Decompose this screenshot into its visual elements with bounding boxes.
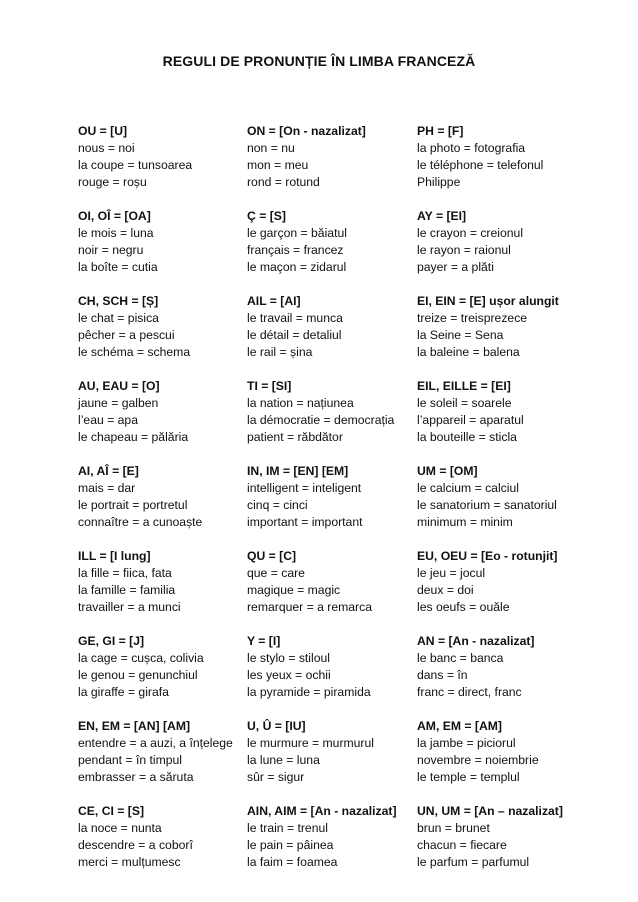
rule-heading: PH = [F]	[417, 124, 464, 138]
rule-example: dans = în	[417, 668, 468, 682]
rule-example: treize = treisprezece	[417, 311, 528, 325]
rule-block	[247, 378, 417, 446]
rule-block	[247, 463, 417, 531]
rule-example: novembre = noiembrie	[417, 753, 539, 767]
rule-block	[78, 123, 247, 191]
rule-heading: QU = [C]	[247, 549, 297, 563]
rule-block	[247, 718, 417, 786]
rule-example: connaître = a cunoaște	[78, 515, 203, 529]
rule-example: le train = trenul	[247, 821, 328, 835]
rule-example: la bouteille = sticla	[417, 430, 517, 444]
rule-block	[247, 633, 417, 701]
rule-example: le garçon = băiatul	[247, 226, 347, 240]
rules-grid	[78, 123, 597, 871]
rule-example: l’eau = apa	[78, 413, 138, 427]
rule-example: le travail = munca	[247, 311, 343, 325]
rule-block	[78, 803, 247, 871]
rule-example: brun = brunet	[417, 821, 490, 835]
rule-example: le téléphone = telefonul	[417, 158, 544, 172]
rule-example: merci = mulțumesc	[78, 855, 181, 869]
rule-example: français = francez	[247, 243, 344, 257]
rule-heading: AIN, AIM = [An - nazalizat]	[247, 804, 397, 818]
rule-block	[417, 633, 597, 701]
rule-example: le pain = pâinea	[247, 838, 334, 852]
rule-example: minimum = minim	[417, 515, 513, 529]
rule-example: embrasser = a săruta	[78, 770, 194, 784]
rule-example: mais = dar	[78, 481, 136, 495]
rule-heading: UN, UM = [An – nazalizat]	[417, 804, 563, 818]
rule-heading: ILL = [I lung]	[78, 549, 151, 563]
rule-block	[78, 378, 247, 446]
rule-heading: AY = [EI]	[417, 209, 467, 223]
rule-example: le chat = pisica	[78, 311, 159, 325]
rule-heading: IN, IM = [EN] [EM]	[247, 464, 349, 478]
rule-example: le genou = genunchiul	[78, 668, 198, 682]
rule-block	[247, 803, 417, 871]
rule-example: payer = a plăti	[417, 260, 494, 274]
rule-example: le chapeau = pălăria	[78, 430, 189, 444]
rule-block	[417, 123, 597, 191]
rule-example: le jeu = jocul	[417, 566, 486, 580]
rule-heading: EU, OEU = [Eo - rotunjit]	[417, 549, 558, 563]
rule-example: la giraffe = girafa	[78, 685, 169, 699]
page-title: REGULI DE PRONUNȚIE ÎN LIMBA FRANCEZĂ	[162, 53, 476, 69]
rule-block	[417, 463, 597, 531]
rule-example: cinq = cinci	[247, 498, 308, 512]
rule-example: pêcher = a pescui	[78, 328, 175, 342]
rule-example: le sanatorium = sanatoriul	[417, 498, 557, 512]
rule-example: mon = meu	[247, 158, 309, 172]
rule-example: la nation = națiunea	[247, 396, 354, 410]
rule-example: le temple = templul	[417, 770, 520, 784]
rule-example: le crayon = creionul	[417, 226, 524, 240]
rule-example: sûr = sigur	[247, 770, 305, 784]
rule-heading: TI = [SI]	[247, 379, 292, 393]
rule-example: l’appareil = aparatul	[417, 413, 524, 427]
rule-heading: EN, EM = [AN] [AM]	[78, 719, 191, 733]
rule-heading: OI, OÎ = [OA]	[78, 209, 151, 223]
rule-heading: U, Û = [IU]	[247, 719, 306, 733]
rule-example: intelligent = inteligent	[247, 481, 362, 495]
rule-example: la famille = familia	[78, 583, 176, 597]
rule-example: descendre = a coborî	[78, 838, 193, 852]
rule-heading: Y = [I]	[247, 634, 281, 648]
rule-heading: AN = [An - nazalizat]	[417, 634, 535, 648]
rule-example: la baleine = balena	[417, 345, 520, 359]
rule-example: le schéma = schema	[78, 345, 191, 359]
rule-example: le détail = detaliul	[247, 328, 342, 342]
rule-block	[78, 548, 247, 616]
rule-example: noir = negru	[78, 243, 144, 257]
rule-example: pendant = în timpul	[78, 753, 183, 767]
rule-example: rond = rotund	[247, 175, 320, 189]
rule-block	[247, 293, 417, 361]
rule-block	[247, 208, 417, 276]
rule-example: important = important	[247, 515, 363, 529]
rule-example: deux = doi	[417, 583, 474, 597]
rule-example: non = nu	[247, 141, 295, 155]
rule-example: la faim = foamea	[247, 855, 338, 869]
rule-heading: OU = [U]	[78, 124, 128, 138]
rule-block	[78, 293, 247, 361]
rule-block	[247, 123, 417, 191]
rule-heading: AI, AÎ = [E]	[78, 464, 139, 478]
rule-example: la noce = nunta	[78, 821, 162, 835]
rule-example: Philippe	[417, 175, 461, 189]
rule-example: le stylo = stiloul	[247, 651, 330, 665]
rule-example: la fille = fiica, fata	[78, 566, 172, 580]
rule-heading: AM, EM = [AM]	[417, 719, 502, 733]
rule-heading: AIL = [AI]	[247, 294, 301, 308]
rule-example: le portrait = portretul	[78, 498, 188, 512]
rule-example: le maçon = zidarul	[247, 260, 347, 274]
rule-heading: Ç = [S]	[247, 209, 286, 223]
rule-example: jaune = galben	[78, 396, 159, 410]
rule-example: le mois = luna	[78, 226, 154, 240]
rule-example: la pyramide = piramida	[247, 685, 371, 699]
rule-example: le calcium = calciul	[417, 481, 519, 495]
rule-example: nous = noi	[78, 141, 135, 155]
rule-block	[417, 293, 597, 361]
rule-example: franc = direct, franc	[417, 685, 522, 699]
rule-heading: UM = [OM]	[417, 464, 478, 478]
rule-block	[417, 548, 597, 616]
rule-block	[78, 718, 247, 786]
rule-heading: CE, CI = [S]	[78, 804, 145, 818]
rule-example: la lune = luna	[247, 753, 320, 767]
rule-block	[78, 633, 247, 701]
rule-example: le rayon = raionul	[417, 243, 511, 257]
rule-example: entendre = a auzi, a înțelege	[78, 736, 233, 750]
rule-heading: AU, EAU = [O]	[78, 379, 160, 393]
rule-example: le banc = banca	[417, 651, 504, 665]
rule-block	[417, 208, 597, 276]
rule-heading: GE, GI = [J]	[78, 634, 145, 648]
rule-block	[78, 463, 247, 531]
rule-example: les oeufs = ouăle	[417, 600, 510, 614]
rule-block	[78, 208, 247, 276]
rule-example: le soleil = soarele	[417, 396, 512, 410]
rule-example: la coupe = tunsoarea	[78, 158, 193, 172]
rule-block	[247, 548, 417, 616]
rule-example: le rail = șina	[247, 345, 313, 359]
rule-example: travailler = a munci	[78, 600, 181, 614]
rule-example: le murmure = murmurul	[247, 736, 374, 750]
rule-example: que = care	[247, 566, 305, 580]
rule-example: la boîte = cutia	[78, 260, 158, 274]
rule-example: la photo = fotografia	[417, 141, 526, 155]
rule-block	[417, 378, 597, 446]
rule-example: la Seine = Sena	[417, 328, 504, 342]
rule-heading: ON = [On - nazalizat]	[247, 124, 366, 138]
rule-block	[417, 803, 597, 871]
rule-example: magique = magic	[247, 583, 341, 597]
rule-example: la cage = cușca, colivia	[78, 651, 204, 665]
rule-example: le parfum = parfumul	[417, 855, 530, 869]
rule-heading: EI, EIN = [E] ușor alungit	[417, 294, 559, 308]
rule-block	[417, 718, 597, 786]
rule-example: remarquer = a remarca	[247, 600, 372, 614]
rule-heading: EIL, EILLE = [EI]	[417, 379, 511, 393]
rule-example: rouge = roșu	[78, 175, 147, 189]
rule-heading: CH, SCH = [Ș]	[78, 294, 159, 308]
rule-example: les yeux = ochii	[247, 668, 331, 682]
rule-example: patient = răbdător	[247, 430, 343, 444]
rule-example: chacun = fiecare	[417, 838, 507, 852]
rule-example: la démocratie = democrația	[247, 413, 395, 427]
rule-example: la jambe = piciorul	[417, 736, 516, 750]
